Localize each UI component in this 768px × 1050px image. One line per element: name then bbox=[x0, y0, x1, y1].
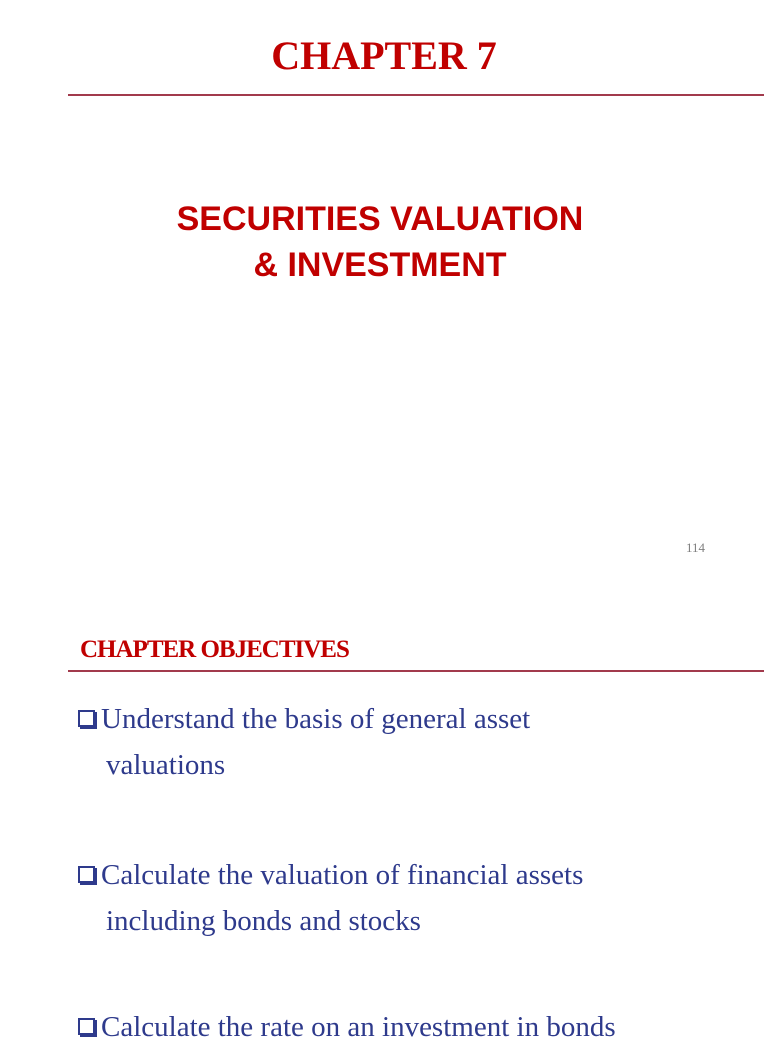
chapter-subtitle bbox=[0, 196, 760, 288]
objective-item bbox=[78, 1004, 718, 1050]
page-number: 114 bbox=[686, 540, 706, 555]
subtitle-line-2: & INVESTMENT bbox=[253, 246, 507, 284]
title-divider bbox=[68, 94, 764, 96]
objective-line-1: Calculate the rate on an investment in bonds bbox=[101, 1011, 616, 1043]
objective-line-1: Calculate the valuation of financial assets bbox=[101, 859, 584, 891]
objective-item bbox=[78, 852, 718, 944]
checkbox-bullet-icon bbox=[78, 710, 95, 727]
objective-line-1: Understand the basis of general asset bbox=[101, 703, 531, 735]
subtitle-line-1: SECURITIES VALUATION bbox=[176, 200, 584, 238]
checkbox-bullet-icon bbox=[78, 1018, 95, 1035]
chapter-title: CHAPTER 7 bbox=[271, 33, 497, 78]
objective-item bbox=[78, 696, 718, 788]
objective-line-2: including bonds and stocks bbox=[106, 905, 421, 937]
objectives-heading: CHAPTER OBJECTIVES bbox=[80, 636, 349, 663]
objective-line-2: valuations bbox=[106, 749, 226, 781]
objectives-divider bbox=[68, 670, 764, 672]
checkbox-bullet-icon bbox=[78, 866, 95, 883]
